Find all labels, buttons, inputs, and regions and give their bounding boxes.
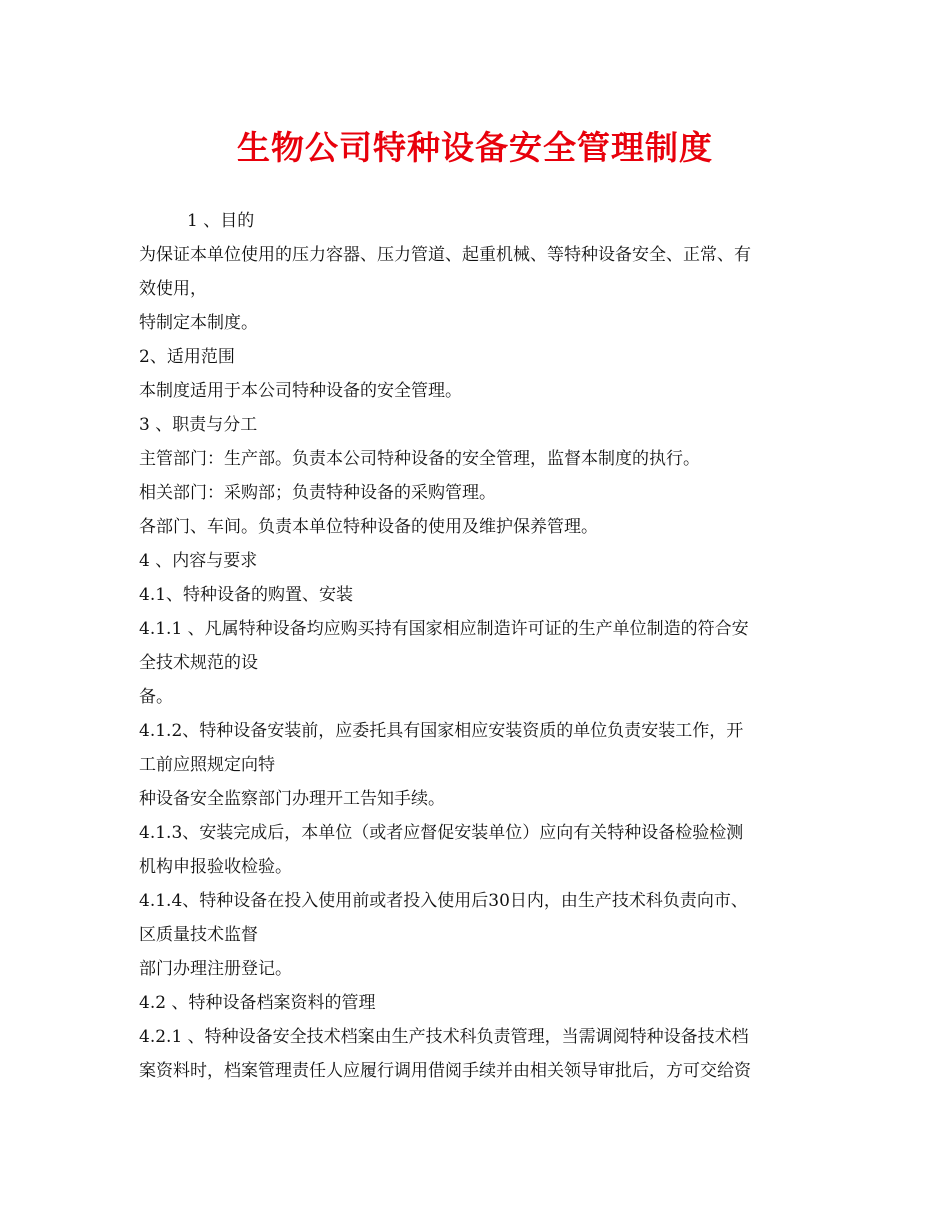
paragraph-line: 4.1.1 、凡属特种设备均应购买持有国家相应制造许可证的生产单位制造的符合安 <box>139 619 749 639</box>
document-body <box>139 206 819 1090</box>
paragraph-line: 备。 <box>139 687 173 707</box>
paragraph-line: 主管部门：生产部。负责本公司特种设备的安全管理，监督本制度的执行。 <box>139 449 700 469</box>
paragraph-line: 特制定本制度。 <box>139 313 258 333</box>
paragraph-line: 4.1.2、特种设备安装前，应委托具有国家相应安装资质的单位负责安装工作，开 <box>139 721 744 741</box>
paragraph-line: 本制度适用于本公司特种设备的安全管理。 <box>139 381 462 401</box>
paragraph-line: 区质量技术监督 <box>139 925 258 945</box>
section-heading-scope: 2、适用范围 <box>139 347 235 367</box>
paragraph-line: 4.1.3、安装完成后，本单位（或者应督促安装单位）应向有关特种设备检验检测 <box>139 823 744 843</box>
section-heading-content: 4 、内容与要求 <box>139 551 258 571</box>
paragraph-line: 4.2.1 、特种设备安全技术档案由生产技术科负责管理，当需调阅特种设备技术档 <box>139 1027 749 1047</box>
paragraph-line: 种设备安全监察部门办理开工告知手续。 <box>139 789 445 809</box>
subsection-heading: 4.2 、特种设备档案资料的管理 <box>139 993 376 1013</box>
paragraph-line: 效使用， <box>139 279 207 299</box>
paragraph-line: 部门办理注册登记。 <box>139 959 292 979</box>
section-heading-purpose: 1 、目的 <box>187 211 255 231</box>
section-heading-responsibilities: 3 、职责与分工 <box>139 415 258 435</box>
paragraph-line: 案资料时，档案管理责任人应履行调用借阅手续并由相关领导审批后，方可交给资 <box>139 1061 751 1081</box>
paragraph-line: 全技术规范的设 <box>139 653 258 673</box>
paragraph-line: 各部门、车间。负责本单位特种设备的使用及维护保养管理。 <box>139 517 598 537</box>
paragraph-line: 4.1.4、特种设备在投入使用前或者投入使用后30日内，由生产技术科负责向市、 <box>139 891 748 911</box>
paragraph-line: 相关部门：采购部；负责特种设备的采购管理。 <box>139 483 496 503</box>
paragraph-line: 工前应照规定向特 <box>139 755 275 775</box>
document-title: 生物公司特种设备安全管理制度 <box>237 128 713 167</box>
subsection-heading: 4.1、特种设备的购置、安装 <box>139 585 354 605</box>
paragraph-line: 机构申报验收检验。 <box>139 857 292 877</box>
paragraph-line: 为保证本单位使用的压力容器、压力管道、起重机械、等特种设备安全、正常、有 <box>139 245 751 265</box>
